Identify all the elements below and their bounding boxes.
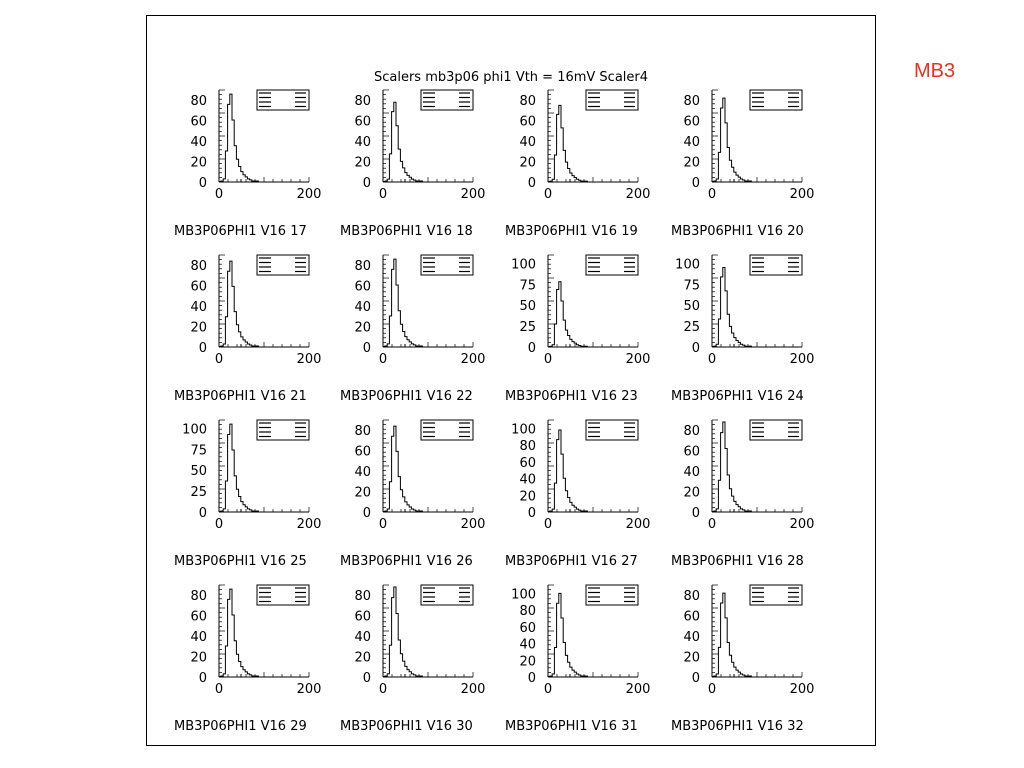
y-tick-label: 50 [683,299,700,315]
histogram-panel [671,585,814,734]
y-tick-label: 60 [683,609,700,625]
x-tick-label: 200 [789,187,815,202]
x-tick-label: 200 [296,682,322,697]
y-tick-label: 20 [354,320,371,336]
y-tick-label: 0 [198,341,207,356]
y-tick-label: 60 [683,444,700,460]
y-tick-label: 80 [683,94,700,110]
y-tick-label: 0 [527,506,536,521]
y-tick-label: 75 [683,278,700,294]
panel-label: MB3P06PHI1 V16 28 [671,554,804,569]
x-tick-label: 0 [214,187,224,202]
y-tick-label: 0 [691,341,700,356]
y-tick-label: 0 [527,341,536,356]
y-tick-label: 20 [683,485,700,501]
y-tick-label: 60 [190,279,207,295]
panel-label: MB3P06PHI1 V16 29 [174,719,307,734]
y-tick-label: 60 [683,114,700,130]
y-tick-label: 40 [519,637,536,653]
x-tick-label: 200 [296,517,322,532]
y-tick-label: 40 [354,300,371,316]
panel-label: MB3P06PHI1 V16 27 [505,554,638,569]
histogram-panel [671,420,814,569]
histogram-series [548,430,594,512]
y-tick-label: 75 [190,443,207,459]
y-tick-label: 80 [190,589,207,605]
y-tick-label: 0 [198,671,207,686]
x-tick-label: 0 [214,517,224,532]
y-tick-label: 80 [683,589,700,605]
slide-label: MB3 [914,60,956,82]
y-tick-label: 40 [190,135,207,151]
y-tick-label: 100 [675,257,700,273]
x-tick-label: 200 [296,187,322,202]
y-tick-label: 40 [519,472,536,488]
x-tick-label: 200 [625,517,651,532]
panel-label: MB3P06PHI1 V16 30 [340,719,473,734]
x-tick-label: 200 [460,352,486,367]
y-tick-label: 75 [519,278,536,294]
x-tick-label: 0 [543,682,553,697]
x-tick-label: 200 [625,352,651,367]
y-tick-label: 40 [190,300,207,316]
y-tick-label: 60 [190,114,207,130]
histogram-panel [340,585,485,734]
x-tick-label: 0 [543,187,553,202]
y-tick-label: 20 [354,485,371,501]
y-tick-label: 0 [362,176,371,191]
panel-label: MB3P06PHI1 V16 24 [671,389,804,404]
panel-label: MB3P06PHI1 V16 19 [505,224,638,239]
histogram-panel [340,255,485,404]
y-tick-label: 0 [362,341,371,356]
y-tick-label: 0 [527,671,536,686]
x-tick-label: 200 [460,517,486,532]
y-tick-label: 60 [519,455,536,471]
histogram-panel [505,420,650,569]
x-tick-label: 200 [296,352,322,367]
y-tick-label: 0 [198,176,207,191]
y-tick-label: 40 [683,630,700,646]
x-tick-label: 200 [789,682,815,697]
histogram-panel [671,90,814,239]
y-tick-label: 60 [354,279,371,295]
histogram-panel [174,90,321,239]
x-tick-label: 200 [789,517,815,532]
histogram-panel [505,255,650,404]
histogram-series [712,98,758,182]
panel-label: MB3P06PHI1 V16 25 [174,554,307,569]
histogram-panel [340,90,485,239]
y-tick-label: 60 [190,609,207,625]
y-tick-label: 40 [190,630,207,646]
x-tick-label: 0 [707,187,717,202]
y-tick-label: 60 [354,609,371,625]
histogram-series [548,105,594,182]
y-tick-label: 60 [354,114,371,130]
x-tick-label: 0 [707,517,717,532]
y-tick-label: 20 [683,650,700,666]
panel-label: MB3P06PHI1 V16 18 [340,224,473,239]
y-tick-label: 50 [519,299,536,315]
y-tick-label: 40 [683,465,700,481]
y-tick-label: 20 [190,650,207,666]
y-tick-label: 80 [519,604,536,620]
y-tick-label: 25 [519,320,536,336]
chart-title: Scalers mb3p06 phi1 Vth = 16mV Scaler4 [373,70,649,85]
panel-label: MB3P06PHI1 V16 17 [174,224,307,239]
y-tick-label: 100 [511,422,536,438]
y-tick-label: 60 [354,444,371,460]
y-tick-label: 80 [354,259,371,275]
y-tick-label: 20 [519,489,536,505]
y-tick-label: 40 [354,630,371,646]
histogram-panel [174,255,321,404]
y-tick-label: 20 [190,320,207,336]
y-tick-label: 40 [683,135,700,151]
x-tick-label: 0 [543,352,553,367]
y-tick-label: 60 [519,620,536,636]
x-tick-label: 200 [625,682,651,697]
y-tick-label: 25 [190,485,207,501]
y-tick-label: 20 [354,650,371,666]
y-tick-label: 0 [198,506,207,521]
y-tick-label: 100 [511,587,536,603]
y-tick-label: 80 [354,94,371,110]
x-tick-label: 0 [707,682,717,697]
y-tick-label: 40 [354,135,371,151]
y-tick-label: 20 [354,155,371,171]
y-tick-label: 50 [190,464,207,480]
x-tick-label: 0 [378,352,388,367]
panel-label: MB3P06PHI1 V16 32 [671,719,804,734]
histogram-panel [174,585,321,734]
x-tick-label: 200 [460,187,486,202]
histogram-series [548,593,594,677]
y-tick-label: 80 [519,439,536,455]
x-tick-label: 200 [625,187,651,202]
y-tick-label: 40 [519,135,536,151]
histogram-panel [505,585,650,734]
histogram-panel [174,420,321,569]
panel-label: MB3P06PHI1 V16 26 [340,554,473,569]
panel-label: MB3P06PHI1 V16 23 [505,389,638,404]
y-tick-label: 80 [354,424,371,440]
histogram-panel [671,255,814,404]
y-tick-label: 80 [519,94,536,110]
y-tick-label: 0 [691,176,700,191]
y-tick-label: 0 [691,671,700,686]
panel-label: MB3P06PHI1 V16 21 [174,389,307,404]
x-tick-label: 0 [707,352,717,367]
y-tick-label: 80 [683,424,700,440]
histogram-series [712,268,758,347]
x-tick-label: 0 [378,187,388,202]
panel-label: MB3P06PHI1 V16 22 [340,389,473,404]
y-tick-label: 25 [683,320,700,336]
histogram-series [383,102,429,182]
y-tick-label: 20 [519,654,536,670]
panel-label: MB3P06PHI1 V16 20 [671,224,804,239]
x-tick-label: 0 [378,682,388,697]
panel-label: MB3P06PHI1 V16 31 [505,719,638,734]
x-tick-label: 0 [378,517,388,532]
x-tick-label: 0 [543,517,553,532]
y-tick-label: 0 [362,671,371,686]
y-tick-label: 80 [190,94,207,110]
y-tick-label: 0 [527,176,536,191]
y-tick-label: 0 [691,506,700,521]
x-tick-label: 200 [789,352,815,367]
y-tick-label: 20 [519,155,536,171]
x-tick-label: 200 [460,682,486,697]
y-tick-label: 100 [511,257,536,273]
histogram-series [712,593,758,677]
y-tick-label: 40 [354,465,371,481]
x-tick-label: 0 [214,352,224,367]
y-tick-label: 80 [354,589,371,605]
y-tick-label: 20 [683,155,700,171]
y-tick-label: 80 [190,259,207,275]
histogram-series [548,282,594,347]
x-tick-label: 0 [214,682,224,697]
panels-group [174,90,814,734]
histogram-panel [505,90,650,239]
y-tick-label: 20 [190,155,207,171]
y-tick-label: 60 [519,114,536,130]
y-tick-label: 100 [182,422,207,438]
y-tick-label: 0 [362,506,371,521]
histogram-panel [340,420,485,569]
